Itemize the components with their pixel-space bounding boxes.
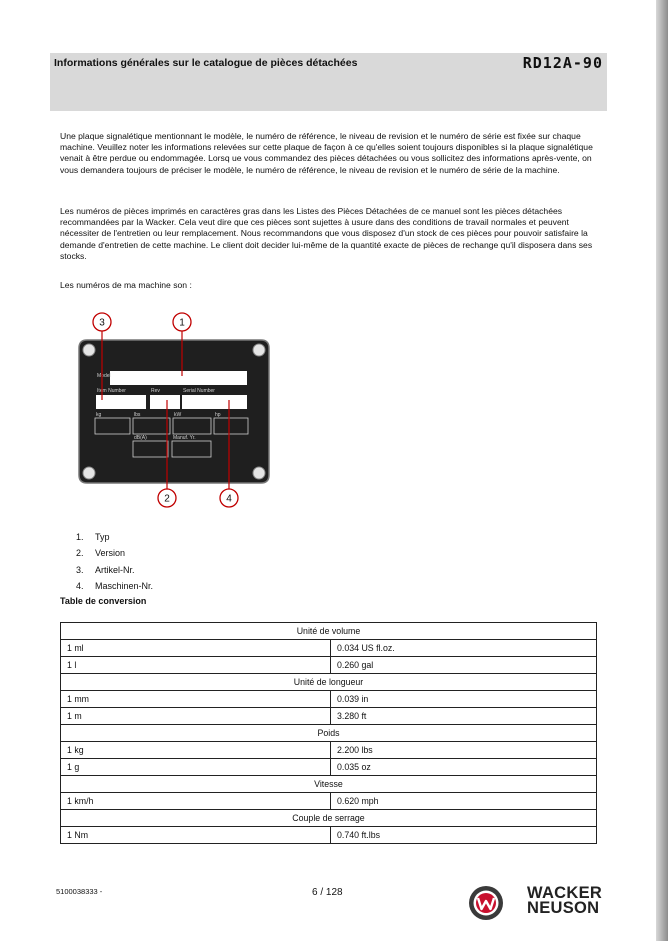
plate-label-manuf: Manuf. Yr. — [173, 435, 196, 441]
conversion-table — [60, 622, 597, 844]
paragraph-parts: Les numéros de pièces imprimés en caractères gras dans les Listes des Pièces Détachées de ce manuel sont les pièces détachées recommandées par la Wacker. Cela veut dire que ces pièces sont sujettes à usure dans des conditions de travail normales et peuvent nécessiter de l'entretien ou leur remplacement. Nous recommandons que vous disposez d'un stock de ces pièces pour pouvoir satisfaire la demande d'entretien de cette machine. Le client doit decider lui-même de la quantité exacte de pièces de rechange qu'il disposera dans ses stocks. — [60, 206, 593, 261]
callout-number-1: 1 — [179, 317, 185, 329]
plate-label-lbs: lbs — [134, 412, 141, 418]
conversion-table-title: Table de conversion — [60, 596, 147, 606]
page-title: Informations générales sur le catalogue de pièces détachées — [54, 57, 358, 69]
item-number-field — [96, 395, 146, 409]
model-field — [110, 371, 247, 385]
wacker-neuson-logo — [467, 884, 609, 922]
callout-legend-list — [76, 529, 153, 594]
plate-label-kw: kW — [174, 412, 182, 418]
paragraph-nameplate: Une plaque signalétique mentionnant le modèle, le numéro de référence, le niveau de revision et le numéro de série est fixée sur chaque machine. Veuillez noter les informations relevées sur cette plaque de façon à ce qu'elles soient toujours disponibles si la plaque signalétique venait à être perdue ou endommagée. Lorsq ue vous commandez des pièces détachées ou vous sollicitez des informations après-vente, on vous demandera toujours de préciser le modèle, le numéro de référence, le niveau de revision et le numéro de série de la machine. — [60, 131, 593, 175]
plate-label-kg: kg — [96, 412, 102, 418]
table-row: 1 Nm 0.740 ft.lbs — [61, 827, 597, 844]
section-title: Vitesse — [61, 776, 597, 793]
screw-hole — [83, 467, 95, 479]
list-item: 1. Typ — [76, 532, 110, 542]
table-row: 1 mm 0.039 in — [61, 691, 597, 708]
plate-label-serial: Serial Number — [183, 388, 215, 394]
section-title: Poids — [61, 725, 597, 742]
list-item: 3. Artikel-Nr. — [76, 564, 135, 575]
serial-number-field — [182, 395, 247, 409]
table-section-row — [61, 810, 597, 827]
screw-hole — [253, 467, 265, 479]
screw-hole — [253, 344, 265, 356]
screw-hole — [83, 344, 95, 356]
section-title: Couple de serrage — [61, 810, 597, 827]
plate-label-rev: Rev — [151, 388, 160, 394]
table-row: 1 l 0.260 gal — [61, 657, 597, 674]
section-title: Unité de volume — [61, 623, 597, 640]
plate-label-item: Item Number — [97, 388, 126, 394]
callout-number-4: 4 — [226, 493, 232, 505]
table-row: 1 ml 0.034 US fl.oz. — [61, 640, 597, 657]
rev-field — [150, 395, 180, 409]
table-section-row — [61, 725, 597, 742]
wacker-neuson-emblem-icon — [467, 884, 507, 922]
list-item: 4. Maschinen-Nr. — [76, 580, 154, 591]
list-item: 2. Version — [76, 548, 126, 559]
plate-label-model: Model — [97, 373, 111, 379]
brand-wordmark: WACKER NEUSON — [527, 884, 603, 917]
table-row: 1 kg 2.200 lbs — [61, 742, 597, 759]
plate-label-dba: dB(A) — [134, 435, 147, 441]
document-number: 5100038333 - — [56, 887, 103, 896]
page-edge-shadow — [656, 0, 668, 941]
callout-number-3: 3 — [99, 317, 105, 329]
page-header — [50, 53, 607, 111]
paragraph-machine-numbers: Les numéros de ma machine son : — [60, 280, 192, 290]
model-code: RD12A-90 — [522, 54, 603, 72]
table-row: 1 km/h 0.620 mph — [61, 793, 597, 810]
table-section-row — [61, 776, 597, 793]
plate-label-hp: hp — [215, 412, 221, 418]
table-section-row — [61, 623, 597, 640]
table-row: 1 g 0.035 oz — [61, 759, 597, 776]
callout-number-2: 2 — [164, 493, 170, 505]
table-section-row — [61, 674, 597, 691]
table-row: 1 m 3.280 ft — [61, 708, 597, 725]
page-number: 6 / 128 — [312, 887, 343, 898]
nameplate-diagram — [75, 310, 275, 510]
section-title: Unité de longueur — [61, 674, 597, 691]
